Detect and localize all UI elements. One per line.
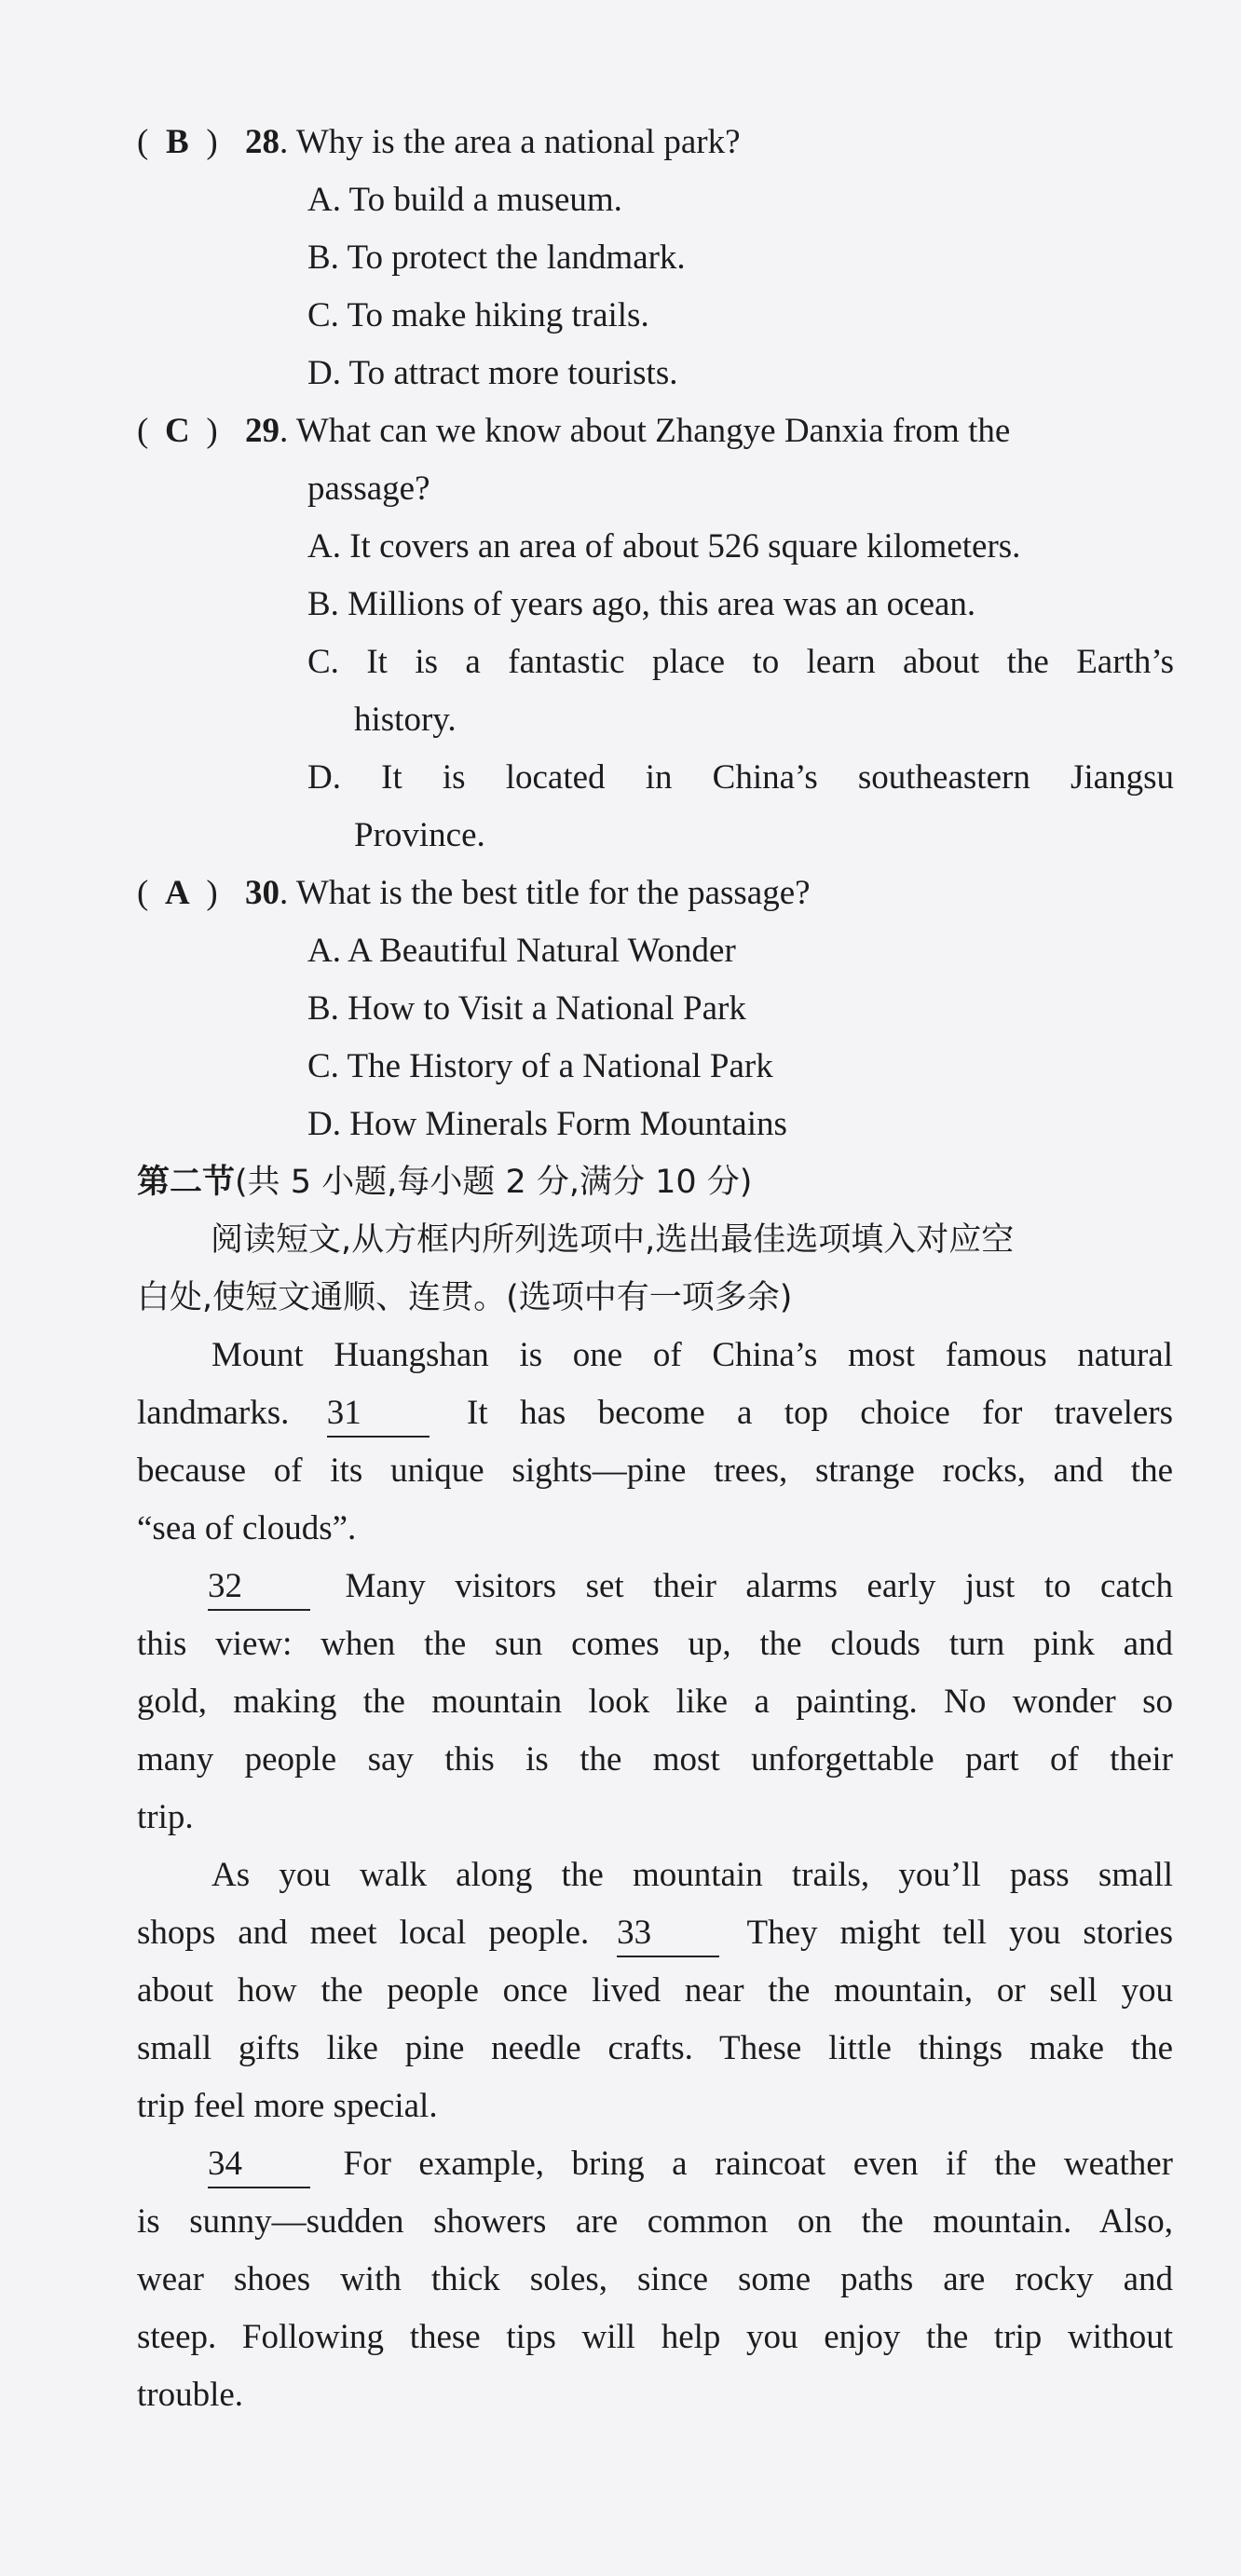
option-d: D. It is located in China’s southeastern Jiangsu bbox=[307, 758, 1174, 797]
question-28-stem: ( B ) 28. Why is the area a national park? bbox=[137, 114, 741, 171]
passage-line: “sea of clouds”. bbox=[137, 1509, 357, 1547]
passage-line bbox=[137, 1558, 1173, 1615]
question-text: What is the best title for the passage? bbox=[295, 874, 811, 912]
passage-text: Many visitors set their alarms early just to catch bbox=[345, 1567, 1174, 1605]
passage-line: trip. bbox=[137, 1798, 194, 1836]
passage-line bbox=[137, 1384, 1173, 1442]
passage-line: trip feel more special. bbox=[137, 2087, 438, 2125]
section-scoring: (共 5 小题,每小题 2 分,满分 10 分) bbox=[235, 1164, 753, 1201]
section-header bbox=[137, 1153, 752, 1211]
option-d-continued: Province. bbox=[354, 816, 485, 854]
question-number: 29 bbox=[245, 412, 280, 450]
section-title: 第二节 bbox=[137, 1164, 236, 1201]
passage-line: steep. Following these tips will help you enjoy the trip without bbox=[137, 2318, 1173, 2356]
answer-bracket: ( B ) bbox=[137, 114, 245, 171]
option-b: B. Millions of years ago, this area was an ocean. bbox=[307, 585, 976, 623]
option-c: C. To make hiking trails. bbox=[307, 296, 649, 334]
passage-text: shops and meet local people. bbox=[137, 1914, 590, 1952]
option-d: D. To attract more tourists. bbox=[307, 354, 678, 392]
passage-line: wear shoes with thick soles, since some paths are rocky and bbox=[137, 2260, 1173, 2298]
blank-32[interactable]: 32 bbox=[208, 1564, 310, 1611]
question-29-stem: ( C ) 29. What can we know about Zhangye Danxia from the bbox=[137, 402, 1010, 460]
option-a: A. To build a museum. bbox=[307, 181, 622, 219]
option-d: D. How Minerals Form Mountains bbox=[307, 1105, 787, 1143]
option-c: C. It is a fantastic place to learn about the Earth’s bbox=[307, 643, 1174, 681]
answer-letter: A bbox=[164, 874, 190, 912]
passage-text: They might tell you stories bbox=[746, 1914, 1174, 1952]
passage-line: because of its unique sights—pine trees, strange rocks, and the bbox=[137, 1452, 1173, 1490]
blank-31[interactable]: 31 bbox=[327, 1391, 430, 1438]
passage-line: Mount Huangshan is one of China’s most famous natural bbox=[211, 1336, 1173, 1374]
question-number: 28 bbox=[245, 123, 280, 161]
passage-line bbox=[137, 2135, 1173, 2193]
passage-text: It has become a top choice for travelers bbox=[467, 1394, 1174, 1432]
section-instruction-line2: 白处,使短文通顺、连贯。(选项中有一项多余) bbox=[137, 1279, 793, 1316]
option-b: B. To protect the landmark. bbox=[307, 239, 686, 277]
passage-text: landmarks. bbox=[137, 1394, 290, 1432]
answer-bracket: ( C ) bbox=[137, 402, 245, 460]
answer-letter: C bbox=[164, 412, 190, 450]
option-c-continued: history. bbox=[354, 701, 457, 739]
blank-34[interactable]: 34 bbox=[208, 2142, 310, 2188]
passage-line: small gifts like pine needle crafts. These little things make the bbox=[137, 2029, 1173, 2067]
passage-line: this view: when the sun comes up, the clouds turn pink and bbox=[137, 1625, 1173, 1663]
passage-paragraph-2 bbox=[137, 1558, 1173, 1847]
passage-text: For example, bring a raincoat even if the weather bbox=[343, 2145, 1173, 2183]
question-30-stem: ( A ) 30. What is the best title for the passage? bbox=[137, 865, 811, 922]
answer-bracket: ( A ) bbox=[137, 865, 245, 922]
passage-line: is sunny—sudden showers are common on the mountain. Also, bbox=[137, 2202, 1173, 2241]
passage-line: As you walk along the mountain trails, you’ll pass small bbox=[211, 1856, 1173, 1894]
passage-line: trouble. bbox=[137, 2376, 244, 2414]
question-text-continued: passage? bbox=[307, 470, 430, 508]
passage-paragraph-3 bbox=[137, 1847, 1173, 2135]
passage-line: gold, making the mountain look like a painting. No wonder so bbox=[137, 1683, 1173, 1721]
question-number: 30 bbox=[245, 874, 280, 912]
option-c: C. The History of a National Park bbox=[307, 1047, 773, 1085]
blank-33[interactable]: 33 bbox=[617, 1911, 719, 1957]
question-text: What can we know about Zhangye Danxia from the bbox=[295, 412, 1011, 450]
question-text: Why is the area a national park? bbox=[295, 123, 741, 161]
option-a: A. It covers an area of about 526 square kilometers. bbox=[307, 527, 1021, 566]
option-b: B. How to Visit a National Park bbox=[307, 989, 746, 1028]
section-instruction-line1: 阅读短文,从方框内所列选项中,选出最佳选项填入对应空 bbox=[211, 1221, 1015, 1259]
passage-line: many people say this is the most unforgettable part of their bbox=[137, 1740, 1173, 1779]
passage-line: about how the people once lived near the mountain, or sell you bbox=[137, 1971, 1173, 2010]
option-a: A. A Beautiful Natural Wonder bbox=[307, 932, 736, 970]
answer-letter: B bbox=[165, 123, 189, 161]
passage-paragraph-1 bbox=[137, 1327, 1173, 1558]
passage-paragraph-4 bbox=[137, 2135, 1173, 2424]
passage-line bbox=[137, 1904, 1173, 1962]
